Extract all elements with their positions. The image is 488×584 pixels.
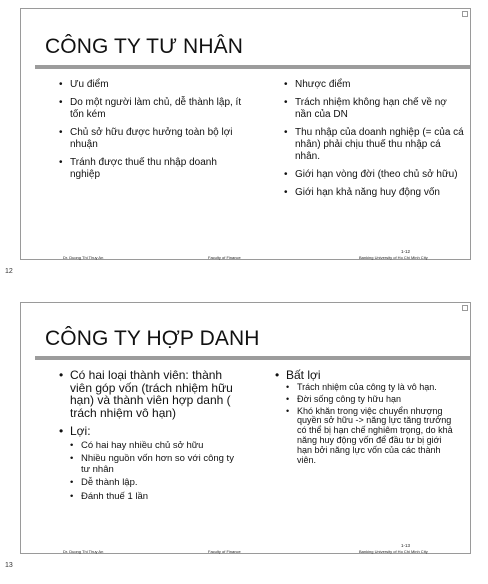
slide-corner-marker — [460, 9, 470, 19]
title-underline — [35, 65, 470, 69]
footer-faculty: Faculty of Finance — [208, 255, 241, 260]
list-item: • Do một người làm chủ, dễ thành lập, ít tốn kém — [59, 97, 249, 121]
list-item — [275, 369, 455, 465]
list-item: • Trách nhiệm không hạn chế về nợ nần của DN — [284, 97, 464, 121]
sub-list-item: • Khó khăn trong việc chuyển nhượng quyền sở hữu -> năng lực tăng trưởng có thể bị hạn chế nghiêm trọng, do khả năng huy động vốn để đầu tư bị giới hạn bởi năng lực vốn của các thành viên. — [286, 407, 455, 466]
slide-page-number: 1-12 — [401, 249, 411, 254]
list-item: • Chủ sở hữu được hưởng toàn bộ lợi nhuận — [59, 127, 249, 151]
partnership-left-list — [59, 369, 239, 508]
list-item: • Có hai loại thành viên: thành viên góp vốn (trách nhiệm hữu hạn) và thành viên hợp danh ( trách nhiệm vô hạn) — [59, 369, 239, 419]
partnership-right-list — [275, 369, 455, 467]
title-underline — [35, 356, 470, 360]
benefits-heading: Lợi: — [70, 424, 91, 439]
footer-author: Dr. Duong Thi Thuy An — [63, 549, 104, 554]
footer-university: Banking University of Ho Chi Minh City — [359, 255, 428, 260]
footer-university: Banking University of Ho Chi Minh City — [359, 549, 428, 554]
sub-list-item: • Trách nhiệm của công ty là vô hạn. — [286, 383, 455, 393]
drawbacks-sublist — [286, 383, 455, 465]
list-item: • Ưu điểm — [59, 79, 249, 91]
list-item: • Nhược điểm — [284, 79, 464, 91]
sub-list-item: • Dễ thành lập. — [70, 478, 239, 489]
list-item: • Tránh được thuế thu nhập doanh nghiệp — [59, 157, 249, 181]
slide-title: CÔNG TY TƯ NHÂN — [45, 35, 243, 58]
list-item: • Giới hạn khả năng huy động vốn — [284, 187, 464, 199]
slide-12 — [20, 8, 471, 260]
slide-corner-marker — [460, 303, 470, 313]
list-item: • Thu nhập của doanh nghiệp (= của cá nhân) phải chịu thuế thu nhập cá nhân. — [284, 127, 464, 163]
sub-list-item: • Nhiều nguồn vốn hơn so với công ty tư nhân — [70, 454, 239, 475]
drawbacks-heading: Bất lợi — [286, 368, 321, 382]
footer-author: Dr. Duong Thi Thuy An — [63, 255, 104, 260]
sub-list-item: • Có hai hay nhiều chủ sở hữu — [70, 441, 239, 452]
footer-faculty: Faculty of Finance — [208, 549, 241, 554]
slide-title: CÔNG TY HỢP DANH — [45, 327, 260, 350]
advantages-list — [59, 79, 249, 187]
list-item: • Giới hạn vòng đời (theo chủ sở hữu) — [284, 169, 464, 181]
sub-list-item: • Đánh thuế 1 lần — [70, 492, 239, 503]
list-item — [59, 425, 239, 502]
slide-page-number: 1-13 — [401, 543, 411, 548]
slide-index-13: 13 — [5, 562, 13, 569]
disadvantages-list — [284, 79, 464, 205]
slide-index-12: 12 — [5, 268, 13, 275]
sub-list-item: • Đời sống công ty hữu hạn — [286, 395, 455, 405]
slide-13 — [20, 302, 471, 554]
benefits-sublist — [70, 441, 239, 503]
